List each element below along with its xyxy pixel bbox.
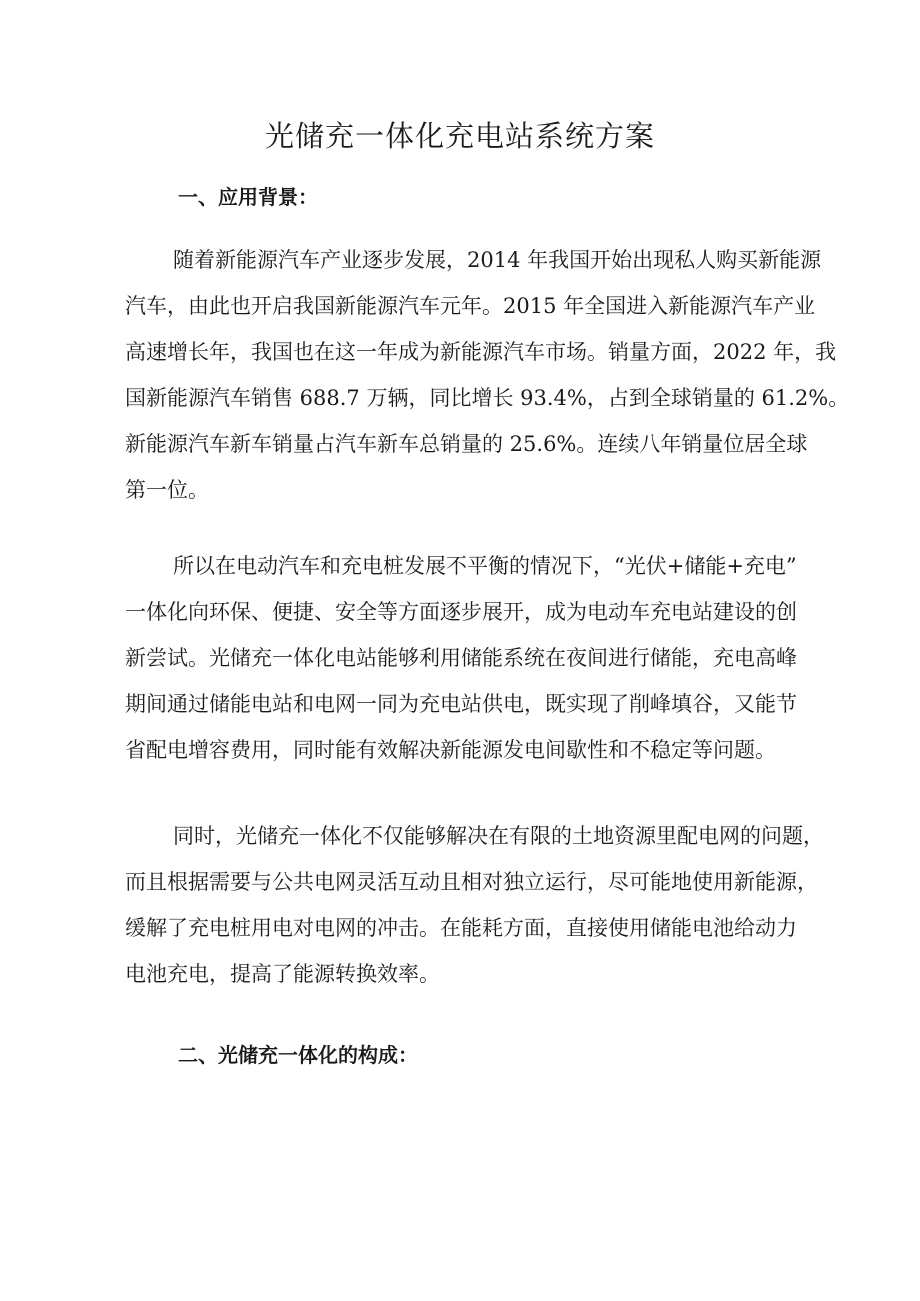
document-title: 光储充一体化充电站系统方案: [264, 119, 655, 153]
paragraph-line: 所以在电动汽车和充电桩发展不平衡的情况下，“光伏+储能+充电”: [173, 554, 797, 578]
section-heading-composition: 二、光储充一体化的构成：: [178, 1043, 418, 1067]
paragraph-line: 同时，光储充一体化不仅能够解决在有限的土地资源里配电网的问题，: [173, 824, 824, 848]
paragraph-line: 一体化向环保、便捷、安全等方面逐步展开，成为电动车充电站建设的创: [125, 600, 797, 624]
paragraph-integration-trend: [125, 543, 805, 773]
paragraph-line: 国新能源汽车销售 688.7 万辆，同比增长 93.4%，占到全球销量的 61.2%。: [125, 386, 850, 410]
paragraph-line: 期间通过储能电站和电网一同为充电站供电，既实现了削峰填谷，又能节: [125, 692, 797, 716]
paragraph-line: 缓解了充电桩用电对电网的冲击。在能耗方面，直接使用储能电池给动力: [125, 916, 797, 940]
paragraph-line: 而且根据需要与公共电网灵活互动且相对独立运行，尽可能地使用新能源，: [125, 870, 818, 894]
paragraph-line: 汽车，由此也开启我国新能源汽车元年。2015 年全国进入新能源汽车产业: [125, 294, 816, 318]
paragraph-line: 新尝试。光储充一体化电站能够利用储能系统在夜间进行储能，充电高峰: [125, 646, 797, 670]
section-heading-background: 一、应用背景：: [178, 185, 318, 209]
paragraph-line: 第一位。: [125, 478, 209, 502]
paragraph-line: 高速增长年，我国也在这一年成为新能源汽车市场。销量方面，2022 年，我: [125, 340, 837, 364]
paragraph-line: 电池充电，提高了能源转换效率。: [125, 962, 440, 986]
paragraph-grid-benefits: [125, 813, 824, 997]
paragraph-line: 随着新能源汽车产业逐步发展，2014 年我国开始出现私人购买新能源: [173, 248, 822, 272]
paragraph-line: 新能源汽车新车销量占汽车新车总销量的 25.6%。连续八年销量位居全球: [125, 432, 808, 456]
paragraph-line: 省配电增容费用，同时能有效解决新能源发电间歇性和不稳定等问题。: [125, 738, 776, 762]
paragraph-sales-background: [125, 237, 850, 513]
